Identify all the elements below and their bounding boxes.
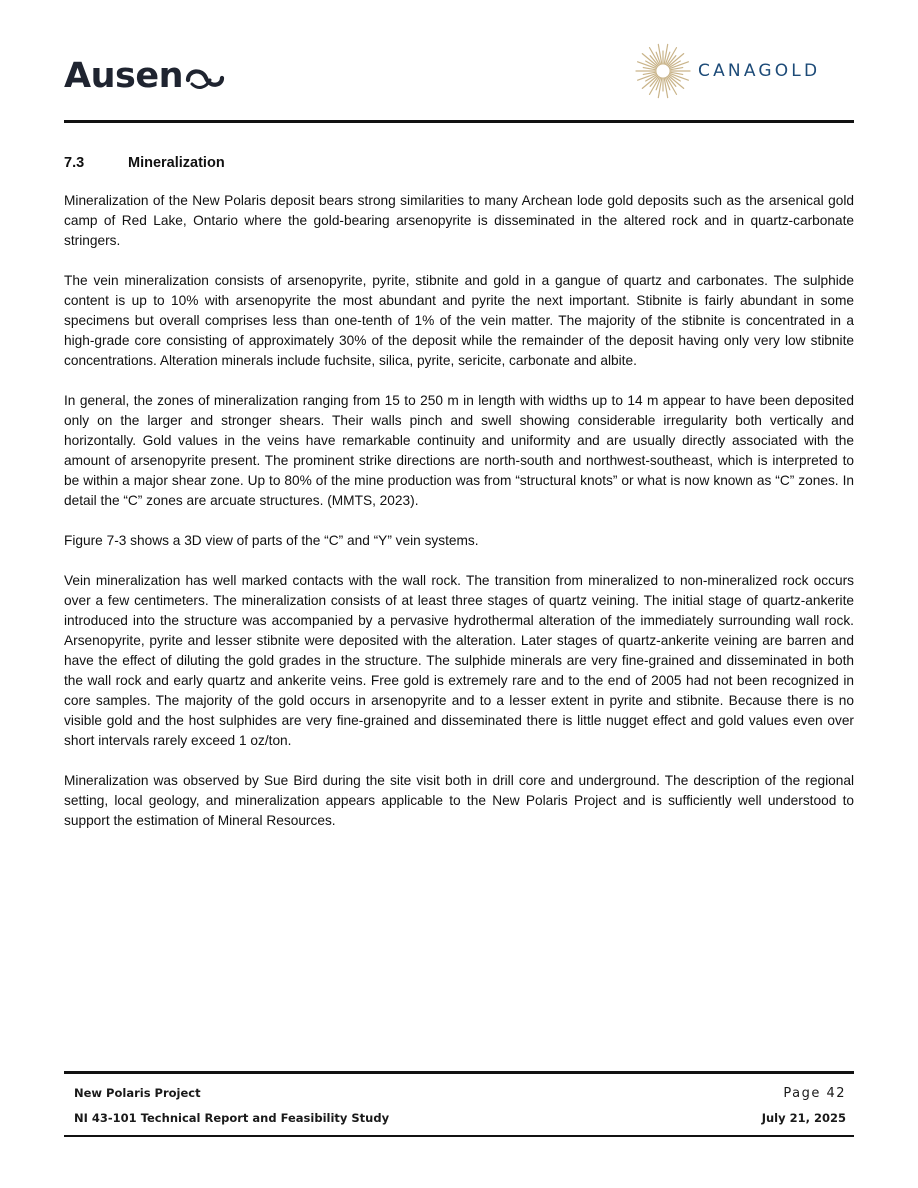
paragraph-6: Mineralization was observed by Sue Bird during the site visit both in drill core and underground. The description of the regional setting, local geology, and mineralization appears applicable to the New Polaris Project and is sufficiently well understood to support the estimation of Mineral Resources. (64, 773, 854, 828)
footer-project: New Polaris Project (74, 1086, 201, 1100)
footer-divider-top (64, 1071, 854, 1074)
ausenco-logo (64, 56, 226, 96)
footer-date: July 21, 2025 (761, 1111, 846, 1125)
ausenco-logo-text: Ausen (64, 55, 183, 96)
header-divider (64, 120, 854, 123)
section-title: Mineralization (128, 155, 225, 171)
footer-report-title: NI 43-101 Technical Report and Feasibility Study (74, 1111, 390, 1125)
footer-page-number: Page 42 (783, 1086, 846, 1101)
canagold-logo (634, 38, 820, 104)
paragraph-5: Vein mineralization has well marked contacts with the wall rock. The transition from mineralized to non-mineralized rock occurs over a few centimeters. The mineralization consists of at least three stages of quartz veining. The initial stage of quartz-ankerite introduced into the structure was accompanied by a pervasive hydrothermal alteration of the immediately surrounding wall rock. Arsenopyrite, pyrite and lesser stibnite were deposited with the alteration. Later stages of quartz-ankerite veining are barren and have the effect of diluting the gold grades in the structure. The sulphide minerals are very fine-grained and disseminated in both the wall rock and early quartz and ankerite veins. Free gold is extremely rare and to the end of 2005 had not been recognized in core samples. The majority of the gold occurs in arsenopyrite and to a lesser extent in pyrite and stibnite. Because there is no visible gold and the host sulphides are very fine-grained and disseminated there is little nugget effect and gold values even over short intervals rarely exceed 1 oz/ton. (64, 573, 854, 748)
canagold-logo-text: CANAGOLD (698, 61, 821, 81)
section-heading (64, 153, 854, 173)
footer-row-1 (74, 1086, 846, 1101)
paragraph-1: Mineralization of the New Polaris deposit bears strong similarities to many Archean lode gold deposits such as the arsenical gold camp of Red Lake, Ontario where the gold-bearing arsenopyrite is disseminated in the altered rock and in quartz-carbonate stringers. (64, 193, 854, 248)
paragraph-3: In general, the zones of mineralization ranging from 15 to 250 m in length with widths up to 14 m appear to have been deposited only on the larger and stronger shears. Their walls pinch and swell showing considerable irregularity both vertically and horizontally. Gold values in the veins have remarkable continuity and uniformity and are usually directly associated with the amount of arsenopyrite present. The prominent strike directions are north-south and northwest-southeast, which is interpreted to be within a major shear zone. Up to 80% of the mine production was from “structural knots” or what is now known as “C” zones. In detail the “C” zones are arcuate structures. (MMTS, 2023). (64, 393, 854, 508)
paragraph-4: Figure 7-3 shows a 3D view of parts of the “C” and “Y” vein systems. (64, 533, 479, 548)
document-body (64, 153, 854, 851)
footer-divider-bottom (64, 1135, 854, 1137)
section-number: 7.3 (64, 155, 85, 171)
paragraph-2: The vein mineralization consists of arsenopyrite, pyrite, stibnite and gold in a gangue of quartz and carbonates. The sulphide content is up to 10% with arsenopyrite the most abundant and pyrite the next important. Stibnite is fairly abundant in some specimens but overall comprises less than one-tenth of 1% of the vein matter. The majority of the stibnite is concentrated in a high-grade core consisting of approximately 30% of the deposit while the remainder of the deposit having only very low stibnite concentrations. Alteration minerals include fuchsite, silica, pyrite, sericite, carbonate and albite. (64, 273, 854, 368)
ausenco-swirl-icon (184, 64, 226, 94)
sunburst-icon (634, 38, 692, 104)
footer-row-2 (74, 1111, 846, 1125)
